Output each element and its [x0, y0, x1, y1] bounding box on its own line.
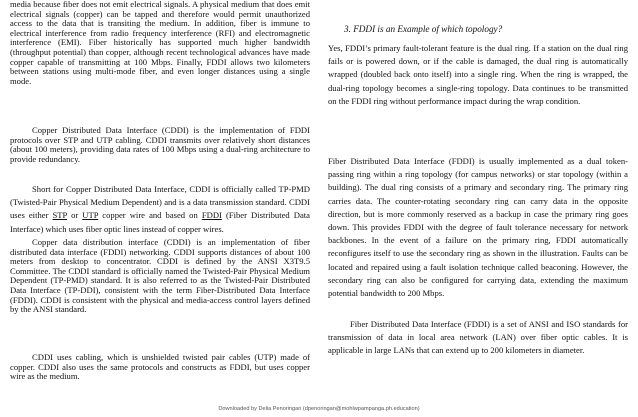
p3-text-b: or: [67, 210, 83, 221]
stp-link[interactable]: STP: [52, 210, 67, 221]
right-paragraph-1: Yes, FDDI’s primary fault-tolerant feature is the dual ring. If a station on the dual ring fails or is powered down, or if the cable is damaged, the dual ring is automatically wrapped (doubled back onto itself) into a single ring. When the ring is wrapped, the dual-ring topology becomes a single-ring topology. Data continues to be transmitted on the FDDI ring without performance impact during the wrap condition.: [328, 43, 628, 106]
right-paragraph-2: Fiber Distributed Data Interface (FDDI) is usually implemented as a dual token-passing ring within a ring topology (for campus networks) or star topology (within a building). The dual ring consists of a primary and secondary ring. The primary ring carries data. The counter-rotating secondary ring can carry data in the opposite direction, but is more commonly reserved as a backup in case the primary ring goes down. This provides FDDI with the degree of fault tolerance necessary for network backbones. In the event of a failure on the primary ring, FDDI automatically reconfigures itself to use the secondary ring as shown in the illustration. Faults can be located and repaired using a fault isolation technique called beaconing. However, the secondary ring can also be configured for carrying data, extending the maximum potential bandwidth to 200 Mbps.: [328, 156, 628, 299]
p3-text-d: (Fiber Distributed Data Interface) which uses fiber optic lines instead of copper wires.: [10, 210, 310, 234]
fddi-link[interactable]: FDDI: [201, 210, 222, 221]
right-paragraph-3: Fiber Distributed Data Interface (FDDI) is a set of ANSI and ISO standards for transmission of data in local area network (LAN) over fiber optic cables. It is applicable in large LANs that can extend up to 200 kilometers in diameter.: [328, 319, 628, 356]
left-paragraph-4: Copper data distribution interface (CDDI) is an implementation of fiber distributed data interface (FDDI) networking. CDDI supports distances of about 100 meters from desktop to concentrator. CDDI is defined by the ANSI X3T9.5 Committee. The CDDI standard is officially named the Twisted-Pair Physical Medium Dependent (TP-PMD) standard. It is also referred to as the Twisted-Pair Distributed Data Interface (TP-DDI), consistent with the term Fiber-Distributed Data Interface (FDDI). CDDI is consistent with the physical and media-access control layers defined by the ANSI standard.: [10, 237, 310, 315]
left-paragraph-5: CDDI uses cabling, which is unshielded twisted pair cables (UTP) made of copper. CDDI also uses the same protocols and constructs as FDDI, but uses copper wire as the medium.: [10, 352, 310, 382]
left-paragraph-1: media because fiber does not emit electrical signals. A physical medium that does emit electrical signals (copper) can be tapped and therefore would permit unauthorized access to the data that is transiting the medium. In addition, fiber is immune to electrical interference from radio frequency interference (RFI) and electromagnetic interference (EMI). Fiber historically has supported much higher bandwidth (throughput potential) than copper, although recent technological advances have made copper capable of transmitting at 100 Mbps. Finally, FDDI allows two kilometers between stations using multi-mode fiber, and even longer distances using a single mode.: [10, 0, 310, 86]
utp-link[interactable]: UTP: [82, 210, 99, 221]
left-paragraph-3: [10, 183, 310, 236]
left-paragraph-2: Copper Distributed Data Interface (CDDI) is the implementation of FDDI protocols over STP and UTP cabling. CDDI transmits over relatively short distances (about 100 meters), providing data rates of 100 Mbps using a dual-ring architecture to provide redundancy.: [10, 125, 310, 164]
p3-text-a: Short for Copper Distributed Data Interface, CDDI is officially called TP-PMD (Twisted-Pair Physical Medium Dependent) and is a data transmission standard. CDDI uses either: [10, 184, 310, 221]
section-heading: 3. FDDI is an Example of which topology?: [344, 24, 503, 34]
download-footer: Downloaded by Delia Penoringan (dpenoringan@mohlwpampanga.ph.education): [218, 406, 420, 412]
p3-text-c: copper wire and based on: [98, 210, 202, 221]
